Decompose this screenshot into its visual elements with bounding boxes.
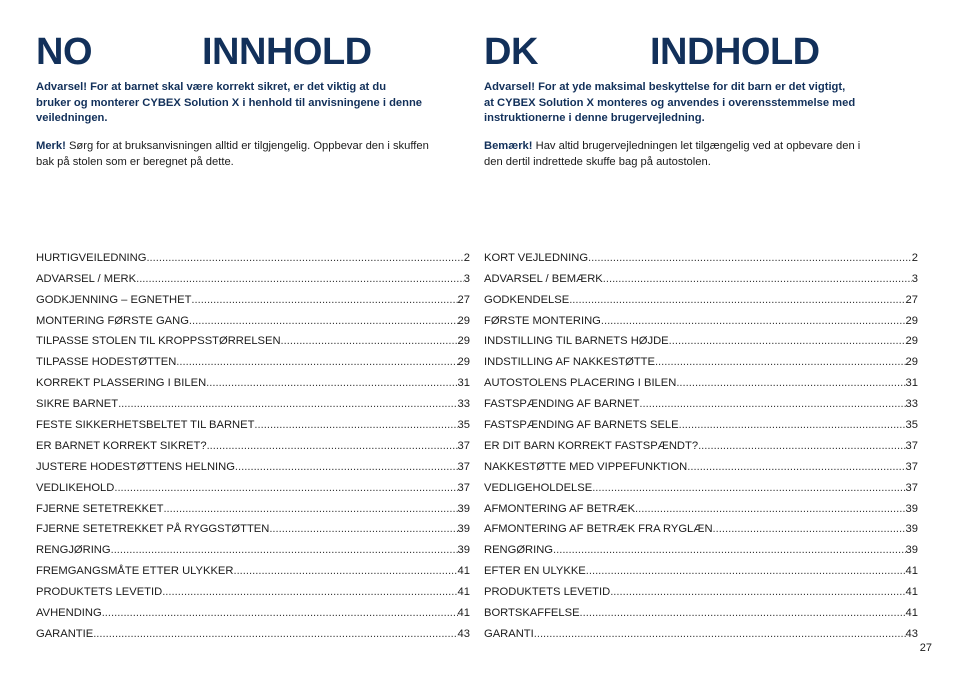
toc-entry-page: 33 [457,398,470,411]
toc-entry-title: TILPASSE HODESTØTTEN [36,356,177,369]
toc-leader-dots [146,251,463,266]
toc-entry-page: 35 [905,419,918,432]
toc-entry[interactable] [484,287,918,308]
toc-entry-page: 29 [457,356,470,369]
toc-entry-title: BORTSKAFFELSE [484,607,580,620]
toc-entry-page: 3 [463,272,470,285]
toc-leader-dots [269,522,457,537]
toc-entry[interactable] [484,308,918,329]
toc-entry[interactable] [484,579,918,600]
dk-warning [484,80,914,127]
toc-entry-title: VEDLIKEHOLD [36,481,115,494]
toc-leader-dots [687,460,905,475]
toc-entry-page: 41 [905,565,918,578]
no-table-of-contents [36,245,470,642]
no-note-line: bak på stolen som er beregnet på dette. [36,156,234,168]
toc-entry[interactable] [36,496,470,517]
toc-entry[interactable] [484,475,918,496]
toc-entry-title: ER DIT BARN KORREKT FASTSPÆNDT? [484,439,699,452]
toc-entry[interactable] [36,579,470,600]
toc-entry-title: AFMONTERING AF BETRÆK [484,502,636,515]
toc-leader-dots [669,334,906,349]
toc-entry[interactable] [484,349,918,370]
toc-entry-page: 41 [905,607,918,620]
toc-entry-title: FREMGANGSMÅTE ETTER ULYKKER [36,565,234,578]
toc-entry[interactable] [484,558,918,579]
toc-leader-dots [676,376,905,391]
toc-entry[interactable] [484,600,918,621]
toc-entry-page: 29 [905,335,918,348]
toc-entry[interactable] [36,391,470,412]
toc-entry[interactable] [36,287,470,308]
toc-leader-dots [588,251,912,266]
toc-entry-page: 3 [911,272,918,285]
toc-leader-dots [163,502,457,517]
dk-note-label: Bemærk! [484,140,533,152]
toc-entry[interactable] [36,517,470,538]
toc-leader-dots [136,272,464,287]
toc-leader-dots [189,314,458,329]
toc-entry-page: 29 [457,314,470,327]
toc-leader-dots [592,481,905,496]
toc-leader-dots [102,606,458,621]
toc-entry-page: 39 [457,523,470,536]
toc-leader-dots [713,522,906,537]
toc-entry-title: FESTE SIKKERHETSBELTET TIL BARNET [36,419,255,432]
toc-entry[interactable] [36,370,470,391]
toc-entry[interactable] [36,349,470,370]
toc-entry[interactable] [36,245,470,266]
toc-entry-title: GARANTIE [36,627,94,640]
toc-leader-dots [207,439,458,454]
no-warning-line: Advarsel! For at barnet skal være korrekt sikret, er det viktig at du [36,81,387,93]
toc-leader-dots [162,585,457,600]
norwegian-column [36,0,470,673]
toc-entry-page: 39 [457,502,470,515]
toc-entry-title: FJERNE SETETREKKET [36,502,164,515]
page-number: 27 [919,642,932,654]
toc-leader-dots [233,564,457,579]
toc-leader-dots [176,355,457,370]
toc-leader-dots [698,439,905,454]
toc-leader-dots [118,397,457,412]
toc-entry-page: 27 [457,293,470,306]
toc-entry[interactable] [36,329,470,350]
toc-entry[interactable] [36,621,470,642]
toc-entry[interactable] [36,600,470,621]
toc-leader-dots [254,418,457,433]
toc-leader-dots [191,293,457,308]
toc-entry[interactable] [484,454,918,475]
toc-leader-dots [635,502,906,517]
toc-leader-dots [586,564,906,579]
no-note-text: Sørg for at bruksanvisningen alltid er tilgjengelig. Oppbevar den i skuffen [65,140,429,152]
no-note-label: Merk! [36,140,66,152]
toc-entry-page: 39 [457,544,470,557]
toc-leader-dots [679,418,906,433]
danish-column [484,0,918,673]
toc-entry-title: ER BARNET KORREKT SIKRET? [36,439,207,452]
toc-entry-title: FØRSTE MONTERING [484,314,601,327]
toc-entry-title: GODKENDELSE [484,293,570,306]
toc-entry-page: 37 [905,439,918,452]
toc-entry[interactable] [36,308,470,329]
toc-entry-title: AVHENDING [36,607,102,620]
toc-entry-title: JUSTERE HODESTØTTENS HELNING [36,460,235,473]
toc-leader-dots [206,376,457,391]
toc-entry[interactable] [36,266,470,287]
toc-entry-page: 29 [905,356,918,369]
toc-entry[interactable] [36,475,470,496]
toc-entry[interactable] [484,245,918,266]
dk-note-line [484,138,918,154]
no-heading [36,30,470,74]
toc-leader-dots [610,585,905,600]
toc-entry-page: 41 [457,607,470,620]
toc-entry-title: ADVARSEL / MERK [36,272,137,285]
toc-leader-dots [603,272,912,287]
toc-leader-dots [655,355,906,370]
no-warning-line: veiledningen. [36,112,108,124]
toc-entry-title: NAKKESTØTTE MED VIPPEFUNKTION [484,460,688,473]
toc-entry-title: RENGJØRING [36,544,111,557]
toc-entry-title: KORREKT PLASSERING I BILEN [36,377,207,390]
no-warning [36,80,466,127]
toc-entry-title: EFTER EN ULYKKE [484,565,586,578]
toc-entry-page: 37 [457,460,470,473]
toc-entry-title: HURTIGVEILEDNING [36,251,147,264]
toc-entry[interactable] [484,621,918,642]
toc-entry-title: FASTSPÆNDING AF BARNET [484,398,640,411]
toc-entry-title: FJERNE SETETREKKET PÅ RYGGSTØTTEN [36,523,270,536]
no-warning-line: bruker og monterer CYBEX Solution X i henhold til anvisningene i denne [36,96,423,109]
toc-leader-dots [580,606,906,621]
dk-heading [484,30,918,74]
no-title: INNHOLD [202,31,372,73]
toc-entry-title: GARANTI [484,627,534,640]
toc-entry-page: 37 [905,481,918,494]
no-language-code: NO [36,31,92,73]
toc-entry-page: 27 [905,293,918,306]
dk-language-code: DK [484,31,538,73]
toc-entry[interactable] [484,329,918,350]
toc-entry-page: 2 [463,251,470,264]
toc-entry[interactable] [484,517,918,538]
toc-entry-title: PRODUKTETS LEVETID [484,586,611,599]
toc-entry[interactable] [36,537,470,558]
dk-warning-line: at CYBEX Solution X monteres og anvendes i overensstemmelse med [484,96,856,109]
toc-entry-title: VEDLIGEHOLDELSE [484,481,593,494]
toc-entry-page: 39 [905,502,918,515]
dk-warning-line: Advarsel! For at yde maksimal beskyttelse for dit barn er det vigtigt, [484,81,846,93]
toc-entry[interactable] [484,412,918,433]
toc-entry[interactable] [484,266,918,287]
dk-warning-line: instruktionerne i denne brugervejledning. [484,112,705,124]
toc-entry-title: AFMONTERING AF BETRÆK FRA RYGLÆN [484,523,713,536]
toc-entry-page: 41 [457,565,470,578]
toc-leader-dots [114,481,457,496]
toc-entry-page: 37 [457,439,470,452]
toc-entry-title: SIKRE BARNET [36,398,119,411]
toc-entry-title: PRODUKTETS LEVETID [36,586,163,599]
toc-leader-dots [569,293,905,308]
toc-entry-title: FASTSPÆNDING AF BARNETS SELE [484,419,679,432]
toc-entry-title: ADVARSEL / BEMÆRK [484,272,603,285]
dk-note [484,138,918,170]
toc-entry[interactable] [484,370,918,391]
toc-entry-page: 2 [911,251,918,264]
toc-entry-page: 33 [905,398,918,411]
toc-entry-page: 39 [905,523,918,536]
toc-entry[interactable] [484,496,918,517]
toc-leader-dots [639,397,905,412]
dk-note-text: Hav altid brugervejledningen let tilgængelig ved at opbevare den i [532,140,861,152]
dk-table-of-contents [484,245,918,642]
toc-entry[interactable] [36,558,470,579]
toc-entry[interactable] [36,433,470,454]
toc-entry-title: AUTOSTOLENS PLACERING I BILEN [484,377,677,390]
toc-entry-page: 37 [457,481,470,494]
toc-entry-page: 29 [905,314,918,327]
toc-leader-dots [111,543,458,558]
toc-entry-page: 39 [905,544,918,557]
no-note [36,138,470,170]
toc-entry-page: 35 [457,419,470,432]
dk-title: INDHOLD [650,31,820,73]
toc-entry-page: 37 [905,460,918,473]
toc-entry[interactable] [36,454,470,475]
toc-entry-page: 29 [457,335,470,348]
no-note-line [36,138,470,154]
toc-entry-page: 41 [457,586,470,599]
dk-note-line: den dertil indrettede skuffe bag på autostolen. [484,156,711,168]
toc-leader-dots [601,314,906,329]
toc-entry-page: 41 [905,586,918,599]
toc-entry[interactable] [36,412,470,433]
toc-entry-title: RENGØRING [484,544,553,557]
toc-leader-dots [93,627,457,642]
toc-leader-dots [235,460,458,475]
toc-leader-dots [281,334,458,349]
toc-entry-title: TILPASSE STOLEN TIL KROPPSSTØRRELSEN [36,335,281,348]
toc-leader-dots [553,543,906,558]
toc-entry-title: INDSTILLING AF NAKKESTØTTE [484,356,655,369]
toc-entry-title: MONTERING FØRSTE GANG [36,314,189,327]
toc-entry[interactable] [484,537,918,558]
toc-entry-title: INDSTILLING TIL BARNETS HØJDE [484,335,669,348]
toc-entry-title: KORT VEJLEDNING [484,251,589,264]
toc-entry-page: 31 [905,377,918,390]
toc-leader-dots [534,627,906,642]
toc-entry-title: GODKJENNING – EGNETHET [36,293,192,306]
toc-entry-page: 43 [457,627,470,640]
toc-entry-page: 31 [457,377,470,390]
toc-entry[interactable] [484,391,918,412]
toc-entry[interactable] [484,433,918,454]
toc-entry-page: 43 [905,627,918,640]
